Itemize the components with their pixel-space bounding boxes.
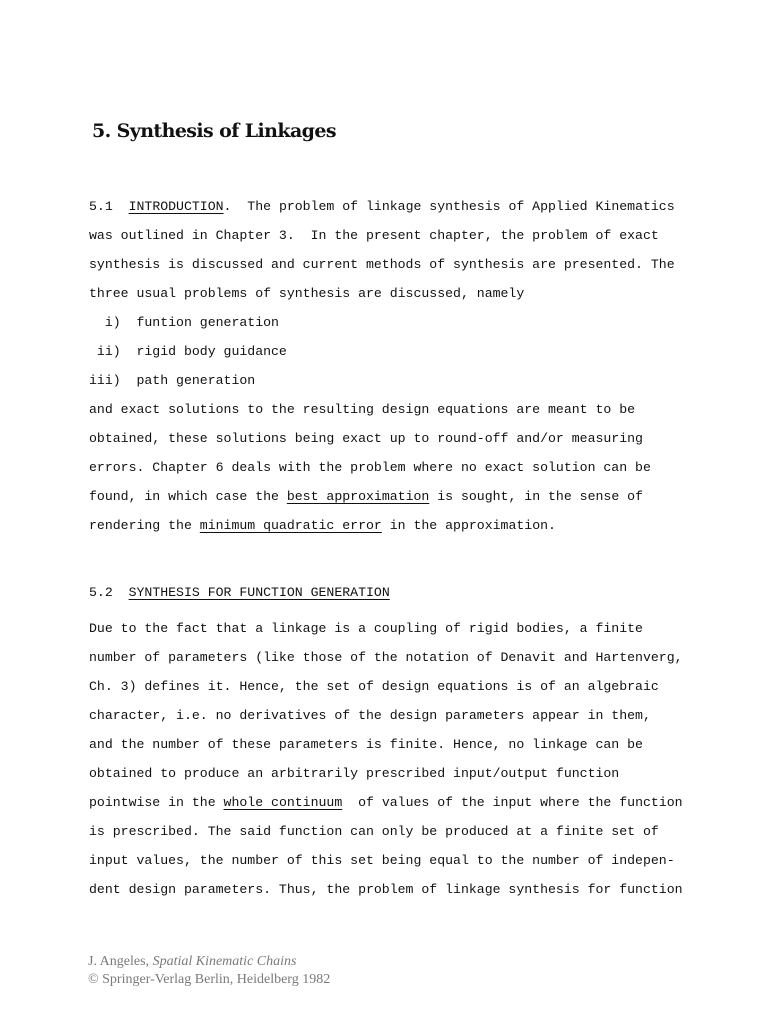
list-item-text: rigid body guidance: [136, 344, 287, 359]
paragraph-line: input values, the number of this set being equal to the number of indepen-: [89, 853, 675, 868]
emphasis-underlined: best approximation: [286, 489, 430, 504]
list-item-text: funtion generation: [136, 315, 279, 330]
paragraph-line: synthesis is discussed and current methods of synthesis are presented. The: [89, 257, 675, 272]
paragraph-line: obtained to produce an arbitrarily prescribed input/output function: [89, 766, 620, 781]
section-number: 5.2: [89, 585, 113, 600]
footer-author: J. Angeles,: [88, 954, 153, 969]
list-item-number: iii): [89, 373, 121, 388]
paragraph-line: Due to the fact that a linkage is a coupling of rigid bodies, a finite: [89, 621, 643, 636]
text: found, in which case the: [89, 489, 287, 504]
list-item-number: i): [89, 315, 121, 330]
paragraph-line: errors. Chapter 6 deals with the problem where no exact solution can be: [89, 460, 651, 475]
text: in the approximation.: [381, 518, 556, 533]
text: . The problem of linkage synthesis of Applied Kinematics: [223, 199, 675, 214]
paragraph-line: number of parameters (like those of the notation of Denavit and Hartenverg,: [89, 650, 683, 665]
section-heading: INTRODUCTION: [128, 199, 224, 214]
text: of values of the input where the function: [342, 795, 683, 810]
paragraph-line: three usual problems of synthesis are discussed, namely: [89, 286, 525, 301]
list-item: [89, 343, 287, 361]
paragraph-line: and the number of these parameters is finite. Hence, no linkage can be: [89, 737, 643, 752]
section-5-2-heading: [89, 584, 390, 602]
text: rendering the: [89, 518, 200, 533]
paragraph-line: Ch. 3) defines it. Hence, the set of design equations is of an algebraic: [89, 679, 659, 694]
section-number: 5.1: [89, 199, 113, 214]
section-heading: SYNTHESIS FOR FUNCTION GENERATION: [128, 585, 390, 600]
list-item-number: ii): [89, 344, 121, 359]
text: is sought, in the sense of: [429, 489, 643, 504]
emphasis-underlined: whole continuum: [223, 795, 343, 810]
footer-copyright: © Springer-Verlag Berlin, Heidelberg 1982: [88, 972, 331, 987]
footer-book-title: Spatial Kinematic Chains: [152, 954, 297, 969]
chapter-title: 5. Synthesis of Linkages: [92, 120, 336, 142]
paragraph-line: [89, 794, 683, 812]
paragraph-line: and exact solutions to the resulting design equations are meant to be: [89, 402, 636, 417]
paragraph-line: dent design parameters. Thus, the problem of linkage synthesis for function: [89, 882, 683, 897]
emphasis-underlined: minimum quadratic error: [199, 518, 382, 533]
text: pointwise in the: [89, 795, 224, 810]
section-5-1-line-1: [89, 198, 675, 216]
footer-citation: [88, 954, 296, 970]
list-item-text: path generation: [136, 373, 256, 388]
paragraph-line: [89, 488, 643, 506]
list-item: [89, 372, 255, 390]
paragraph-line: [89, 517, 556, 535]
paragraph-line: was outlined in Chapter 3. In the present chapter, the problem of exact: [89, 228, 659, 243]
paragraph-line: is prescribed. The said function can only be produced at a finite set of: [89, 824, 659, 839]
paragraph-line: character, i.e. no derivatives of the design parameters appear in them,: [89, 708, 651, 723]
list-item: [89, 314, 279, 332]
paragraph-line: obtained, these solutions being exact up to round-off and/or measuring: [89, 431, 643, 446]
